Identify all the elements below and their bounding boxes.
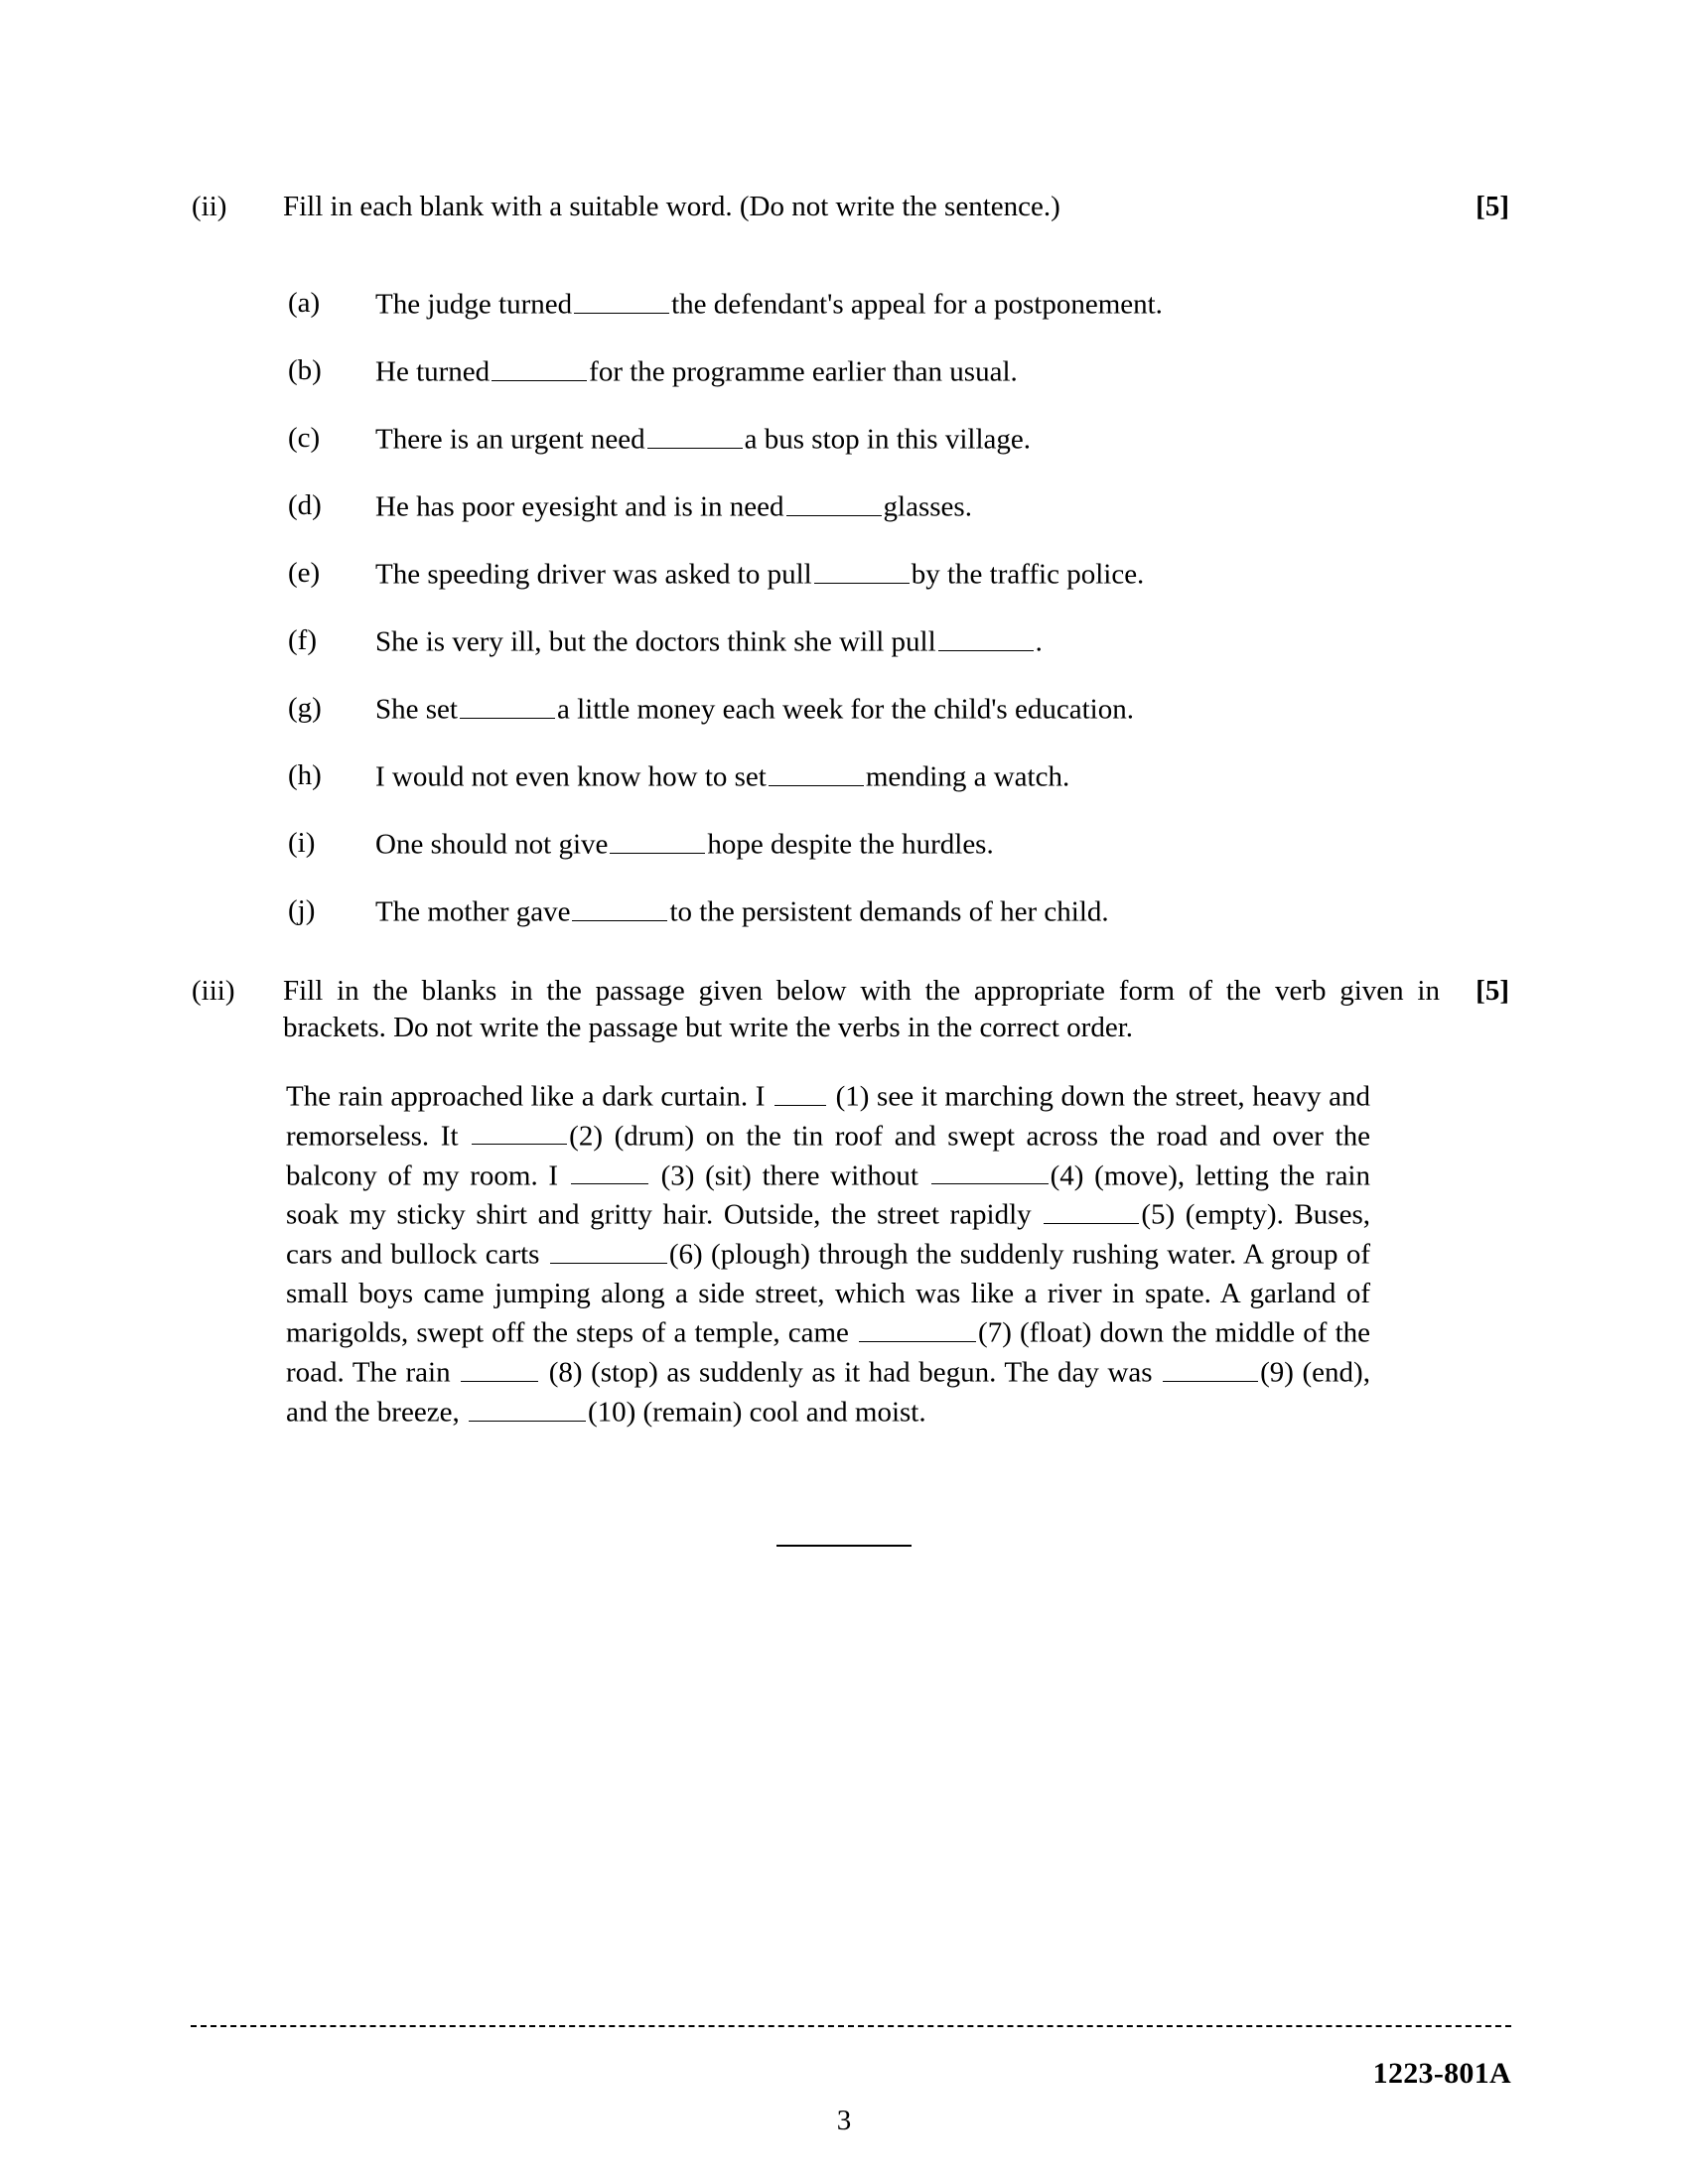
cloze-passage-body: The rain approached like a dark curtain. I (1) see it marching down the street, heavy and remorseless. It (2) (drum) on the tin roof and swept across the road and over the balcony of my room. I (3) (sit) there without (4) (move), letting the rain soak my sticky shirt and gritty hair. Outside, the street rapidly (5) (empty). Buses, cars and bullock carts (6) (plough) through the suddenly rushing water. A group of small boys came jumping along a side street, which was like a river in spate. A garland of marigolds, swept off the steps of a temple, came (7) (float) down the middle of the road. The rain (8) (stop) as suddenly as it had begun. The day was (9) (end), and the breeze, (10) (remain) cool and moist. — [286, 1077, 1370, 1433]
question-ii-marker: (ii) — [192, 191, 227, 222]
answer-blank-f[interactable] — [938, 622, 1034, 651]
list-item — [288, 352, 1018, 391]
item-text-after-f: . — [1035, 625, 1043, 658]
answer-blank-9[interactable] — [1163, 1353, 1258, 1382]
item-text-after-j: to the persistent demands of her child. — [669, 895, 1109, 928]
list-item — [288, 757, 1069, 796]
item-sentence-c — [375, 420, 1031, 459]
item-text-after-b: for the programme earlier than usual. — [589, 355, 1018, 388]
question-iii-marker: (iii) — [192, 975, 235, 1007]
answer-blank-d[interactable] — [786, 487, 882, 516]
footer-divider — [191, 2025, 1511, 2027]
question-ii-header — [192, 189, 1514, 225]
item-sentence-d — [375, 487, 972, 526]
item-text-before-j: The mother gave — [375, 895, 571, 928]
item-text-before-h: I would not even know how to set — [375, 760, 767, 793]
answer-blank-2[interactable] — [472, 1117, 567, 1146]
list-item — [288, 487, 972, 526]
answer-blank-b[interactable] — [492, 352, 587, 381]
question-ii-instruction: Fill in each blank with a suitable word. (Do not write the sentence.) — [283, 191, 1060, 222]
answer-blank-8[interactable] — [461, 1353, 538, 1382]
answer-blank-5[interactable] — [1044, 1195, 1139, 1224]
section-end-rule — [776, 1545, 912, 1547]
item-marker-f: (f) — [288, 624, 317, 656]
item-marker-d: (d) — [288, 489, 322, 521]
question-iii-header — [192, 973, 1440, 1046]
item-sentence-g — [375, 690, 1134, 729]
list-item — [288, 892, 1109, 931]
list-item — [288, 285, 1163, 324]
item-marker-b: (b) — [288, 354, 322, 386]
page-number: 3 — [836, 2105, 852, 2136]
item-sentence-i — [375, 825, 994, 864]
answer-blank-h[interactable] — [769, 757, 864, 786]
answer-blank-6[interactable] — [550, 1235, 667, 1264]
list-item — [288, 555, 1144, 594]
item-marker-a: (a) — [288, 287, 321, 319]
item-sentence-j — [375, 892, 1109, 931]
answer-blank-c[interactable] — [647, 420, 743, 449]
answer-blank-g[interactable] — [460, 690, 555, 719]
item-text-after-h: mending a watch. — [865, 760, 1070, 793]
item-text-after-i: hope despite the hurdles. — [707, 828, 994, 861]
list-item — [288, 622, 1043, 661]
item-text-before-f: She is very ill, but the doctors think she will pull — [375, 625, 936, 658]
paper-code: 1223-801A — [1372, 2057, 1511, 2090]
answer-blank-4[interactable] — [931, 1157, 1049, 1185]
answer-blank-i[interactable] — [610, 825, 705, 854]
answer-blank-7[interactable] — [859, 1313, 976, 1342]
answer-blank-j[interactable] — [572, 892, 667, 921]
answer-blank-a[interactable] — [574, 285, 669, 314]
item-text-before-a: The judge turned — [375, 288, 573, 321]
item-text-before-g: She set — [375, 693, 458, 726]
item-text-before-b: He turned — [375, 355, 491, 388]
item-text-after-g: a little money each week for the child's education. — [556, 693, 1134, 726]
answer-blank-3[interactable] — [571, 1157, 648, 1185]
item-sentence-a — [375, 285, 1163, 324]
answer-blank-e[interactable] — [814, 555, 910, 584]
cloze-passage — [286, 1077, 1370, 1433]
item-sentence-f — [375, 622, 1043, 661]
answer-blank-10[interactable] — [469, 1393, 586, 1422]
item-text-after-c: a bus stop in this village. — [744, 423, 1032, 456]
item-text-after-d: glasses. — [883, 490, 972, 523]
item-text-after-e: by the traffic police. — [911, 558, 1145, 591]
question-ii-marks: [5] — [1476, 191, 1509, 222]
question-iii-instruction: Fill in the blanks in the passage given below with the appropriate form of the verb given in brackets. Do not write the passage but write the verbs in the correct order. — [283, 975, 1440, 1044]
item-text-before-c: There is an urgent need — [375, 423, 645, 456]
item-sentence-b — [375, 352, 1018, 391]
item-marker-i: (i) — [288, 827, 316, 859]
item-marker-h: (h) — [288, 759, 322, 791]
item-marker-c: (c) — [288, 422, 321, 454]
answer-blank-1[interactable] — [774, 1077, 826, 1106]
question-iii-marks: [5] — [1476, 975, 1509, 1007]
list-item — [288, 825, 994, 864]
item-text-before-i: One should not give — [375, 828, 609, 861]
item-text-before-e: The speeding driver was asked to pull — [375, 558, 812, 591]
list-item — [288, 690, 1134, 729]
item-marker-e: (e) — [288, 557, 321, 589]
item-text-after-a: the defendant's appeal for a postponement. — [671, 288, 1163, 321]
item-marker-j: (j) — [288, 894, 316, 926]
item-sentence-h — [375, 757, 1069, 796]
item-text-before-d: He has poor eyesight and is in need — [375, 490, 784, 523]
item-sentence-e — [375, 555, 1144, 594]
item-marker-g: (g) — [288, 692, 322, 724]
list-item — [288, 420, 1031, 459]
